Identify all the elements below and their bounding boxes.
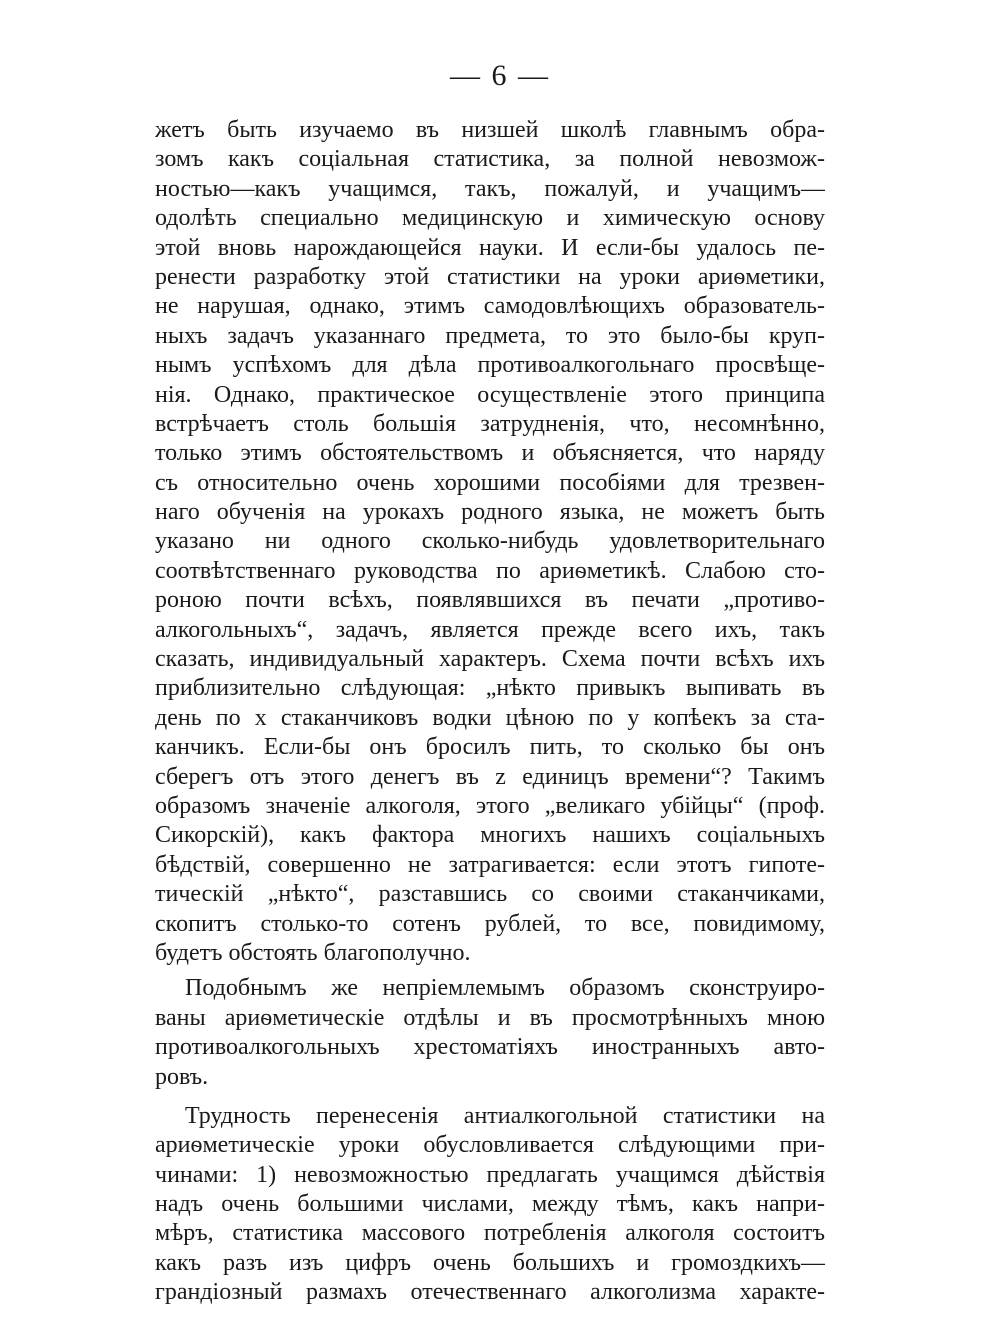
text-line: противоалкогольныхъ хрестоматіяхъ иностранныхъ авто- bbox=[155, 1034, 825, 1061]
text-line: приблизительно слѣдующая: „нѣкто привыкъ выпивать въ bbox=[155, 675, 825, 702]
text-line: будетъ обстоять благополучно. bbox=[155, 939, 471, 966]
text-line: этой вновь нарождающейся науки. И если-бы удалось пе- bbox=[155, 234, 825, 261]
page-number: — 6 — bbox=[450, 59, 550, 92]
text-line: бѣдствій, совершенно не затрагивается: если этотъ гипоте- bbox=[155, 851, 825, 878]
text-line: жетъ быть изучаемо въ низшей школѣ главнымъ обра- bbox=[155, 117, 825, 143]
text-line: скопитъ столько-то сотенъ рублей, то все, повидимому, bbox=[155, 910, 825, 937]
text-line: Сикорскій), какъ фактора многихъ нашихъ соціальныхъ bbox=[155, 822, 825, 849]
text-line: образомъ значеніе алкоголя, этого „великаго убійцы“ (проф. bbox=[155, 792, 825, 819]
text-line: ренести разработку этой статистики на уроки ариѳметики, bbox=[155, 263, 825, 290]
text-line: ваны ариѳметическіе отдѣлы и въ просмотрѣнныхъ мною bbox=[155, 1004, 825, 1031]
text-line: нымъ успѣхомъ для дѣла противоалкогольнаго просвѣще- bbox=[155, 352, 825, 379]
text-line: алкогольныхъ“, задачъ, является прежде всего ихъ, такъ bbox=[155, 616, 825, 643]
text-line: съ относительно очень хорошими пособіями для трезвен- bbox=[155, 469, 825, 496]
text-line: ровъ. bbox=[155, 1063, 209, 1090]
text-line: сберегъ отъ этого денегъ въ z единицъ времени“? Такимъ bbox=[155, 763, 825, 790]
text-line: канчикъ. Если-бы онъ бросилъ пить, то сколько бы онъ bbox=[155, 734, 825, 761]
text-line: нія. Однако, практическое осуществленіе этого принципа bbox=[155, 381, 825, 408]
text-line: мѣръ, статистика массового потребленія алкоголя состоитъ bbox=[155, 1220, 825, 1247]
text-line: встрѣчаетъ столь большія затрудненія, что, несомнѣнно, bbox=[155, 410, 825, 437]
text-line: указано ни одного сколько-нибудь удовлетворительнаго bbox=[155, 528, 825, 555]
text-line: ныхъ задачъ указаннаго предмета, то это было-бы круп- bbox=[155, 322, 825, 349]
body-text bbox=[155, 116, 825, 1308]
text-line: только этимъ обстоятельствомъ и объясняется, что наряду bbox=[155, 440, 825, 467]
text-line: какъ разъ изъ цифръ очень большихъ и громоздкихъ— bbox=[155, 1249, 825, 1276]
text-line: день по x стаканчиковъ водки цѣною по y копѣекъ за ста- bbox=[155, 704, 825, 731]
text-line: Трудность перенесенія антиалкогольной статистики на bbox=[185, 1102, 825, 1129]
text-line: сказать, индивидуальный характеръ. Схема почти всѣхъ ихъ bbox=[155, 646, 825, 673]
text-line: ариѳметическіе уроки обусловливается слѣдующими при- bbox=[155, 1132, 825, 1159]
text-line: Подобнымъ же непріемлемымъ образомъ сконструиро- bbox=[185, 975, 825, 1002]
text-line: соотвѣтственнаго руководства по ариѳметикѣ. Слабою сто- bbox=[155, 557, 825, 584]
text-line: чинами: 1) невозможностью предлагать учащимся дѣйствія bbox=[155, 1161, 825, 1188]
text-line: не нарушая, однако, этимъ самодовлѣющихъ образователь- bbox=[155, 293, 825, 320]
text-line: роною почти всѣхъ, появлявшихся въ печати „противо- bbox=[155, 587, 825, 614]
paragraph-gap bbox=[155, 1092, 825, 1102]
text-line: тическій „нѣкто“, разставшись со своими стаканчиками, bbox=[155, 881, 825, 908]
text-line: зомъ какъ соціальная статистика, за полной невозмож- bbox=[155, 146, 825, 173]
text-line: надъ очень большими числами, между тѣмъ, какъ напри- bbox=[155, 1191, 825, 1218]
text-line: наго обученія на урокахъ родного языка, не можетъ быть bbox=[155, 499, 825, 526]
text-line: грандіозный размахъ отечественнаго алкоголизма характе- bbox=[155, 1279, 825, 1306]
text-line: ностью—какъ учащимся, такъ, пожалуй, и учащимъ— bbox=[155, 175, 825, 202]
text-line: одолѣть специально медицинскую и химическую основу bbox=[155, 205, 825, 232]
